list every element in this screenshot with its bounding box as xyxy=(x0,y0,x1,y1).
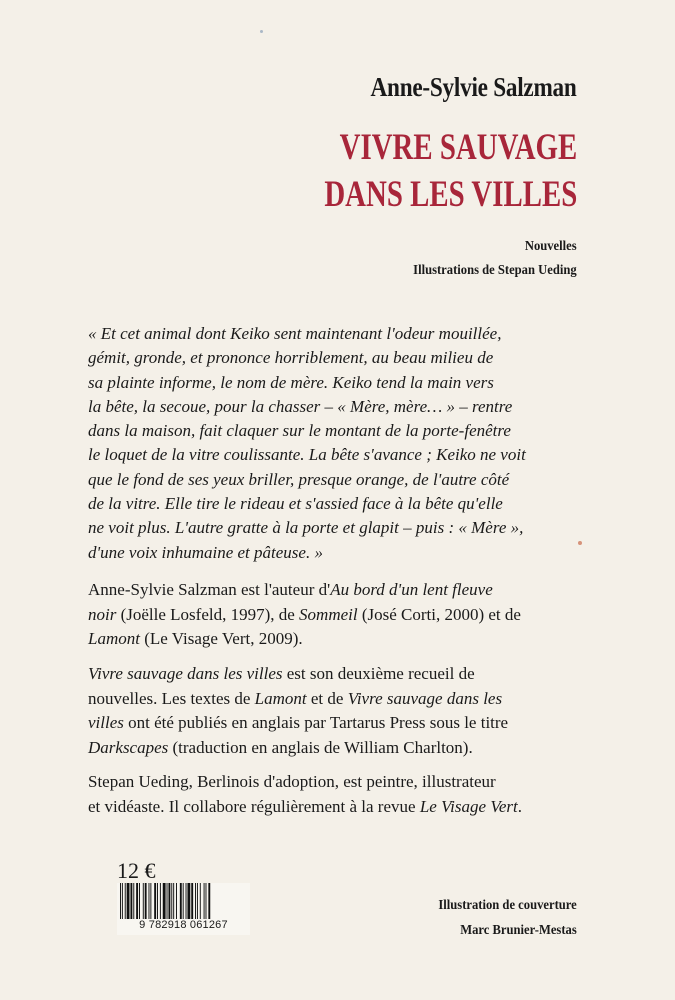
text: . xyxy=(517,796,522,816)
excerpt-quote xyxy=(88,322,608,565)
barcode-bar xyxy=(154,883,156,919)
cover-credit xyxy=(439,893,577,943)
barcode-bar xyxy=(206,883,207,919)
barcode-bar xyxy=(136,883,138,919)
book-title-ref: villes xyxy=(88,713,124,732)
book-title-ref: Darkscapes xyxy=(88,737,169,757)
book-title xyxy=(324,124,577,218)
quote-line: ne voit plus. L'autre gratte à la porte et glapit – puis : « Mère », xyxy=(88,518,524,538)
barcode-bar xyxy=(143,883,144,919)
barcode-bar xyxy=(149,883,150,919)
illustrations-credit: Illustrations de Stepan Ueding xyxy=(413,263,577,278)
barcode-bar xyxy=(173,883,174,919)
cover-credit-label: Illustration de couverture xyxy=(438,898,577,913)
barcode-bar xyxy=(133,883,134,919)
barcode-bar xyxy=(150,883,151,919)
barcode-bar xyxy=(176,883,177,919)
quote-line: dans la maison, fait claquer sur le montant de la porte-fenêtre xyxy=(88,421,511,441)
text: est son deuxième recueil de xyxy=(282,664,475,683)
title-line-1: VIVRE SAUVAGE xyxy=(339,127,577,168)
barcode-bars xyxy=(117,883,250,921)
barcode-bar xyxy=(191,883,193,919)
bio-line xyxy=(88,687,608,712)
barcode-bar xyxy=(197,883,198,919)
barcode-bar xyxy=(208,883,210,919)
bio-line xyxy=(88,662,608,687)
barcode-bar xyxy=(163,883,166,919)
title-line-2: DANS LES VILLES xyxy=(324,174,577,215)
quote-line: le loquet de la vitre coulissante. La bête s'avance ; Keiko ne voit xyxy=(88,445,526,465)
barcode-bar xyxy=(187,883,190,919)
book-title-ref: Lamont xyxy=(88,629,140,648)
barcode-bar xyxy=(195,883,196,919)
bio-line xyxy=(88,603,608,628)
book-title-ref: Sommeil xyxy=(299,604,358,624)
barcode-bar xyxy=(180,883,182,919)
text: et vidéaste. Il collabore régulièrement à la revue xyxy=(88,796,420,816)
barcode-bar xyxy=(139,883,140,919)
author-name: Anne-Sylvie Salzman xyxy=(370,72,577,102)
text: (traduction en anglais de William Charlton). xyxy=(168,737,473,757)
quote-line: sa plainte informe, le nom de mère. Keiko tend la main vers xyxy=(88,372,494,392)
book-title-ref: Vivre sauvage dans les xyxy=(347,688,503,708)
quote-line: « Et cet animal dont Keiko sent maintenant l'odeur mouillée, xyxy=(88,324,502,343)
barcode-bar xyxy=(125,883,126,919)
text: Anne-Sylvie Salzman est l'auteur d' xyxy=(88,580,331,599)
collection-description xyxy=(88,662,608,760)
text: et de xyxy=(306,688,348,708)
bio-line xyxy=(88,711,608,736)
bio-line xyxy=(88,627,608,652)
barcode-bar xyxy=(160,883,161,919)
book-title-ref: Lamont xyxy=(254,688,307,708)
book-title-ref: Vivre sauvage dans les villes xyxy=(88,664,283,683)
bio-line: Stepan Ueding, Berlinois d'adoption, est peintre, illustrateur xyxy=(88,772,496,791)
barcode-bar xyxy=(186,883,187,919)
author-bio xyxy=(88,578,608,652)
barcode-bar xyxy=(171,883,172,919)
barcode-bar xyxy=(157,883,158,919)
barcode-bar xyxy=(145,883,147,919)
text: (Joëlle Losfeld, 1997), de xyxy=(116,604,300,624)
quote-line: d'une voix inhumaine et pâteuse. » xyxy=(88,542,323,562)
barcode-bar xyxy=(127,883,130,919)
book-title-ref: noir xyxy=(88,604,117,624)
price-label: 12 € xyxy=(117,858,156,883)
barcode-bar xyxy=(183,883,184,919)
illustrator-bio xyxy=(88,770,608,819)
bio-line xyxy=(88,736,608,761)
quote-line: que le fond de ses yeux briller, presque orange, de l'autre côté xyxy=(88,469,510,489)
paper-speck xyxy=(578,541,582,545)
quote-line: la bête, la secoue, pour la chasser – « Mère, mère… » – rentre xyxy=(88,396,513,416)
bio-line xyxy=(88,578,608,603)
text: nouvelles. Les textes de xyxy=(88,688,255,708)
barcode-bar xyxy=(200,883,201,919)
text: (Le Visage Vert, 2009). xyxy=(139,629,303,648)
quote-line: gémit, gronde, et prononce horriblement, au beau milieu de xyxy=(88,348,494,368)
barcode-bar xyxy=(167,883,168,919)
bio-line xyxy=(88,795,608,820)
quote-line: de la vitre. Elle tire le rideau et s'assied face à la bête qu'elle xyxy=(88,494,503,514)
book-title-ref: Au bord d'un lent fleuve xyxy=(330,580,493,599)
subtitle-block xyxy=(414,235,577,283)
barcode-bar xyxy=(168,883,170,919)
barcode-bar xyxy=(122,883,123,919)
isbn-number: 9 782918 061267 xyxy=(117,919,250,931)
genre-label: Nouvelles xyxy=(525,239,577,254)
barcode-bar xyxy=(120,883,121,919)
text: ont été publiés en anglais par Tartarus Press sous le titre xyxy=(123,713,509,732)
barcode-bar xyxy=(204,883,205,919)
book-title-ref: Le Visage Vert xyxy=(419,796,518,816)
cover-artist-name: Marc Brunier-Mestas xyxy=(460,923,577,938)
barcode-bar xyxy=(130,883,132,919)
text: (José Corti, 2000) et de xyxy=(357,604,521,624)
paper-speck xyxy=(260,30,263,33)
